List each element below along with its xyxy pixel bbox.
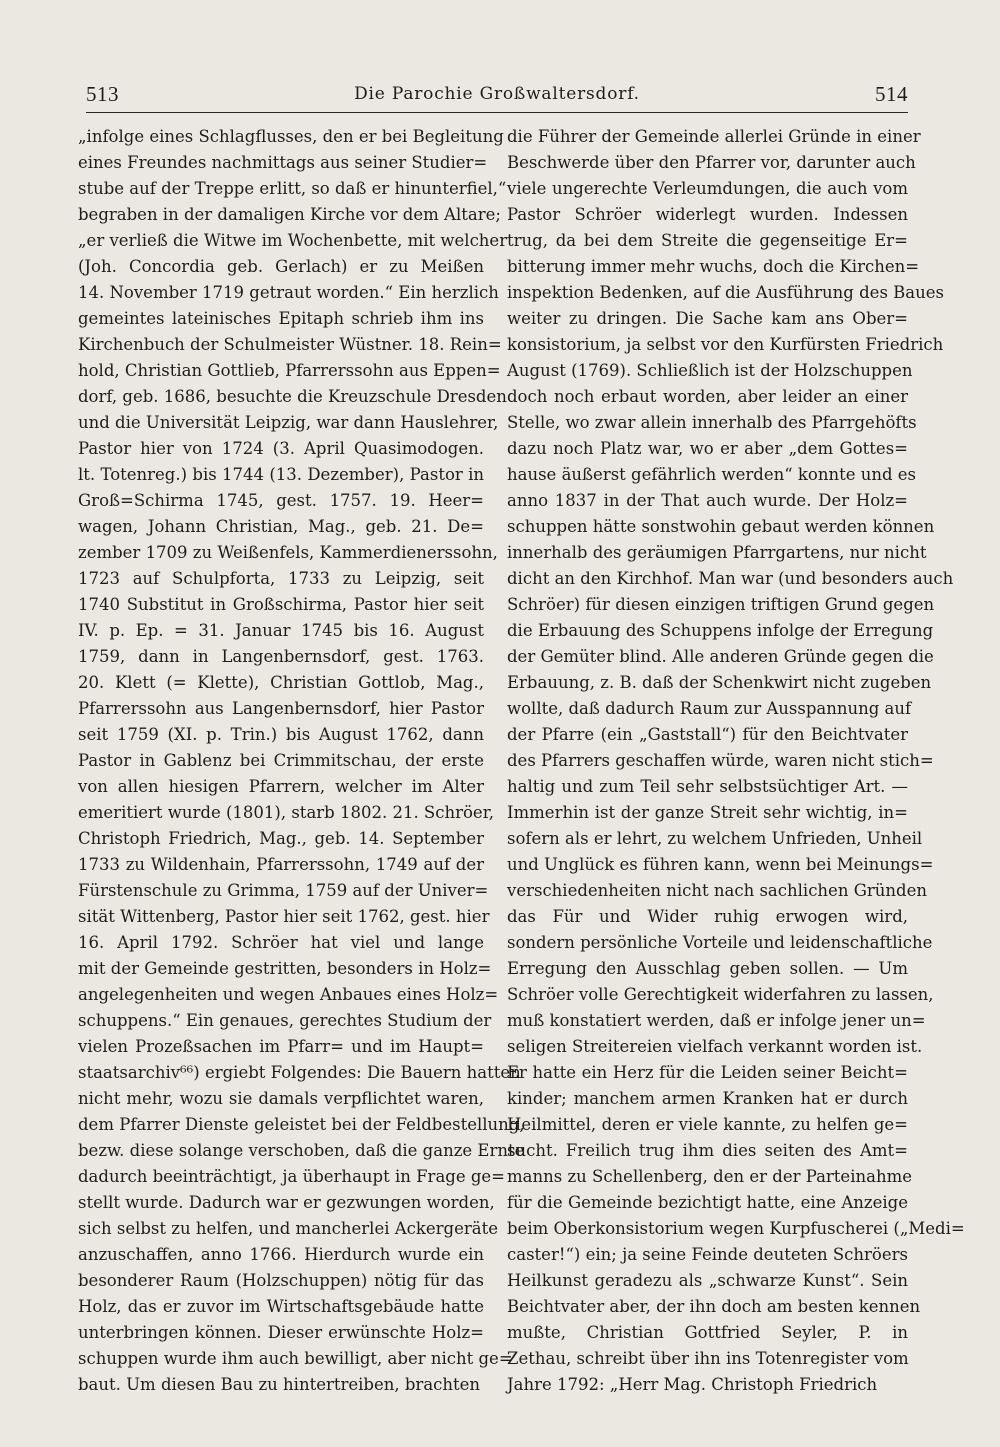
text-line: mit der Gemeinde gestritten, besonders in Holz=	[78, 959, 492, 978]
text-line: 1733 zu Wildenhain, Pfarrerssohn, 1749 auf der	[78, 855, 484, 874]
text-line: Schröer volle Gerechtigkeit widerfahren zu lassen,	[507, 985, 934, 1004]
text-line: dem Pfarrer Dienste geleistet bei der Feldbestellung,	[78, 1115, 525, 1134]
text-line: Zethau, schreibt über ihn ins Totenregister vom	[507, 1349, 909, 1368]
text-line: Schröer) für diesen einzigen triftigen Grund gegen	[507, 595, 935, 614]
text-line: anzuschaffen, anno 1766. Hierdurch wurde ein	[78, 1245, 484, 1264]
text-line: August (1769). Schließlich ist der Holzschuppen	[507, 361, 913, 380]
text-line: Holz, das er zuvor im Wirtschaftsgebäude hatte	[78, 1297, 484, 1316]
text-line: manns zu Schellenberg, den er der Parteinahme	[507, 1167, 912, 1186]
text-line: Christoph Friedrich, Mag., geb. 14. September	[78, 829, 484, 848]
text-line: schuppens.“ Ein genaues, gerechtes Studium der	[78, 1011, 492, 1030]
text-line: zember 1709 zu Weißenfels, Kammerdienerssohn,	[78, 543, 498, 562]
text-line: hause äußerst gefährlich werden“ konnte und es	[507, 465, 917, 484]
text-line: Beichtvater aber, der ihn doch am besten kennen	[507, 1297, 921, 1316]
text-line: inspektion Bedenken, auf die Ausführung des Baues	[507, 283, 944, 302]
text-line: 1740 Substitut in Großschirma, Pastor hier seit	[78, 595, 484, 614]
text-line: dazu noch Platz war, wo er aber „dem Gottes=	[507, 439, 908, 458]
text-line: sucht. Freilich trug ihm dies seiten des Amt=	[507, 1141, 908, 1160]
text-line: gemeintes lateinisches Epitaph schrieb ihm ins	[78, 309, 484, 328]
text-line: vielen Prozeßsachen im Pfarr= und im Haupt=	[78, 1037, 484, 1056]
text-line: der Pfarre (ein „Gaststall“) für den Beichtvater	[507, 725, 908, 744]
text-line: stellt wurde. Dadurch war er gezwungen worden,	[78, 1193, 495, 1212]
text-line: bitterung immer mehr wuchs, doch die Kirchen=	[507, 257, 920, 276]
text-line: von allen hiesigen Pfarrern, welcher im Alter	[78, 777, 484, 796]
text-line: sität Wittenberg, Pastor hier seit 1762, gest. hier	[78, 907, 490, 926]
text-line: begraben in der damaligen Kirche vor dem Altare;	[78, 205, 501, 224]
text-line: caster!“) ein; ja seine Feinde deuteten Schröers	[507, 1245, 908, 1264]
text-line: doch noch erbaut worden, aber leider an einer	[507, 387, 908, 406]
text-line: Er hatte ein Herz für die Leiden seiner Beicht=	[507, 1063, 908, 1082]
text-line: Immerhin ist der ganze Streit sehr wichtig, in=	[507, 803, 908, 822]
text-line: Erregung den Ausschlag geben sollen. — Um	[507, 959, 908, 978]
text-line: mußte, Christian Gottfried Seyler, P. in	[507, 1323, 908, 1342]
text-line: des Pfarrers geschaffen würde, waren nicht stich=	[507, 751, 934, 770]
text-line: Pastor in Gablenz bei Crimmitschau, der erste	[78, 751, 484, 770]
text-line: 16. April 1792. Schröer hat viel und lange	[78, 933, 484, 952]
text-line: nicht mehr, wozu sie damals verpflichtet waren,	[78, 1089, 484, 1108]
text-line: hold, Christian Gottlieb, Pfarrerssohn aus Eppen=	[78, 361, 501, 380]
text-line: stube auf der Treppe erlitt, so daß er hinunterfiel,“	[78, 179, 507, 198]
text-line: und die Universität Leipzig, war dann Hauslehrer,	[78, 413, 499, 432]
text-line: für die Gemeinde bezichtigt hatte, eine Anzeige	[507, 1193, 908, 1212]
text-line: und Unglück es führen kann, wenn bei Meinungs=	[507, 855, 934, 874]
text-line: dadurch beeinträchtigt, ja überhaupt in Frage ge=	[78, 1167, 506, 1186]
text-line: schuppen wurde ihm auch bewilligt, aber nicht ge=	[78, 1349, 513, 1368]
text-line: die Erbauung des Schuppens infolge der Erregung	[507, 621, 934, 640]
text-line: wollte, daß dadurch Raum zur Ausspannung auf	[507, 699, 912, 718]
text-line: verschiedenheiten nicht nach sachlichen Gründen	[507, 881, 927, 900]
text-line: die Führer der Gemeinde allerlei Gründe in einer	[507, 127, 921, 146]
text-line: (Joh. Concordia geb. Gerlach) er zu Meißen	[78, 257, 484, 276]
text-line: muß konstatiert werden, daß er infolge jener un=	[507, 1011, 926, 1030]
text-line: 1723 auf Schulpforta, 1733 zu Leipzig, seit	[78, 569, 484, 588]
text-line: Pastor Schröer widerlegt wurden. Indessen	[507, 205, 908, 224]
text-line: trug, da bei dem Streite die gegenseitige Er=	[507, 231, 908, 250]
right-text-column	[507, 124, 965, 1394]
text-line: Fürstenschule zu Grimma, 1759 auf der Univer=	[78, 881, 489, 900]
running-header	[86, 76, 908, 116]
text-line: besonderer Raum (Holzschuppen) nötig für das	[78, 1271, 484, 1290]
text-line: 1759, dann in Langenbernsdorf, gest. 1763.	[78, 647, 484, 666]
text-line: Heilmittel, deren er viele kannte, zu helfen ge=	[507, 1115, 908, 1134]
text-line: sofern als er lehrt, zu welchem Unfrieden, Unheil	[507, 829, 923, 848]
text-line: Kirchenbuch der Schulmeister Wüstner. 18. Rein=	[78, 335, 502, 354]
text-line: viele ungerechte Verleumdungen, die auch vom	[507, 179, 908, 198]
text-line: baut. Um diesen Bau zu hintertreiben, brachten	[78, 1375, 481, 1394]
text-line: dicht an den Kirchhof. Man war (und besonders auch	[507, 569, 954, 588]
text-line: seligen Streitereien vielfach verkannt worden ist.	[507, 1037, 923, 1056]
text-line: anno 1837 in der That auch wurde. Der Holz=	[507, 491, 908, 510]
text-line: 20. Klett (= Klette), Christian Gottlob, Mag.,	[78, 673, 484, 692]
text-line: kinder; manchem armen Kranken hat er durch	[507, 1089, 908, 1108]
text-line: haltig und zum Teil sehr selbstsüchtiger Art. —	[507, 777, 908, 796]
text-line: seit 1759 (XI. p. Trin.) bis August 1762, dann	[78, 725, 484, 744]
text-line: Erbauung, z. B. daß der Schenkwirt nicht zugeben	[507, 673, 932, 692]
text-line: lt. Totenreg.) bis 1744 (13. Dezember), Pastor in	[78, 465, 484, 484]
running-title: Die Parochie Großwaltersdorf.	[354, 84, 640, 104]
text-line: Pastor hier von 1724 (3. April Quasimodogen.	[78, 439, 484, 458]
text-line: beim Oberkonsistorium wegen Kurpfuscherei („Medi=	[507, 1219, 965, 1238]
left-text-column	[78, 124, 525, 1394]
text-line: Heilkunst geradezu als „schwarze Kunst“. Sein	[507, 1271, 908, 1290]
text-line: Groß=Schirma 1745, gest. 1757. 19. Heer=	[78, 491, 484, 510]
text-line: staatsarchiv⁶⁶) ergiebt Folgendes: Die Bauern hatten	[78, 1063, 521, 1082]
text-line: Stelle, wo zwar allein innerhalb des Pfarrgehöfts	[507, 413, 917, 432]
text-line: der Gemüter blind. Alle anderen Gründe gegen die	[507, 647, 934, 666]
text-line: IV. p. Ep. = 31. Januar 1745 bis 16. August	[78, 621, 484, 640]
text-line: angelegenheiten und wegen Anbaues eines Holz=	[78, 985, 499, 1004]
text-line: konsistorium, ja selbst vor den Kurfürsten Friedrich	[507, 335, 944, 354]
text-line: das Für und Wider ruhig erwogen wird,	[507, 907, 908, 926]
page-number-right: 514	[875, 82, 908, 106]
text-line: dorf, geb. 1686, besuchte die Kreuzschule Dresden	[78, 387, 507, 406]
page-number-left: 513	[86, 82, 119, 106]
text-line: innerhalb des geräumigen Pfarrgartens, nur nicht	[507, 543, 927, 562]
text-line: bezw. diese solange verschoben, daß die ganze Ernte	[78, 1141, 525, 1160]
text-line: Pfarrerssohn aus Langenbernsdorf, hier Pastor	[78, 699, 484, 718]
text-line: unterbringen können. Dieser erwünschte Holz=	[78, 1323, 484, 1342]
text-line: sondern persönliche Vorteile und leidenschaftliche	[507, 933, 933, 952]
text-line: „infolge eines Schlagflusses, den er bei Begleitung	[78, 127, 504, 146]
text-line: weiter zu dringen. Die Sache kam ans Ober=	[507, 309, 908, 328]
text-line: eines Freundes nachmittags aus seiner Studier=	[78, 153, 488, 172]
text-line: wagen, Johann Christian, Mag., geb. 21. De=	[78, 517, 484, 536]
text-line: sich selbst zu helfen, und mancherlei Ackergeräte	[78, 1219, 499, 1238]
text-line: Jahre 1792: „Herr Mag. Christoph Friedrich	[507, 1375, 878, 1394]
text-line: „er verließ die Witwe im Wochenbette, mit welcher	[78, 231, 508, 250]
text-line: Beschwerde über den Pfarrer vor, darunter auch	[507, 153, 916, 172]
text-line: schuppen hätte sonstwohin gebaut werden können	[507, 517, 935, 536]
text-line: 14. November 1719 getraut worden.“ Ein herzlich	[78, 283, 499, 302]
header-rule	[86, 112, 908, 113]
text-line: emeritiert wurde (1801), starb 1802. 21. Schröer,	[78, 803, 495, 822]
